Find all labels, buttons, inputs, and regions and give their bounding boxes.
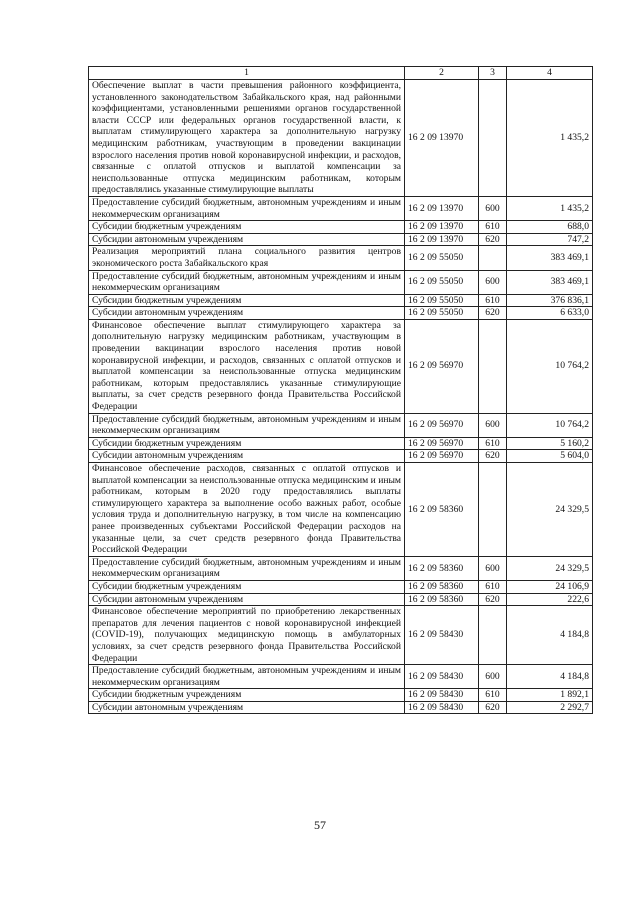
row-code-cell: 16 2 09 58430 bbox=[405, 701, 479, 714]
row-name-cell: Предоставление субсидий бюджетным, автономным учреждениям и иным некоммерческим организациям bbox=[89, 413, 405, 437]
row-expense-type-cell: 620 bbox=[479, 593, 507, 606]
row-code-cell: 16 2 09 58360 bbox=[405, 593, 479, 606]
row-name-cell: Субсидии автономным учреждениям bbox=[89, 593, 405, 606]
table-row bbox=[89, 319, 593, 413]
row-name-cell: Субсидии бюджетным учреждениям bbox=[89, 580, 405, 593]
row-name-cell: Субсидии бюджетным учреждениям bbox=[89, 689, 405, 702]
row-name-cell: Субсидии автономным учреждениям bbox=[89, 701, 405, 714]
row-amount-cell: 1 435,2 bbox=[507, 80, 593, 197]
row-expense-type-cell: 610 bbox=[479, 294, 507, 307]
row-amount-cell: 10 764,2 bbox=[507, 413, 593, 437]
table-row bbox=[89, 196, 593, 220]
row-amount-cell: 24 106,9 bbox=[507, 580, 593, 593]
row-name-cell: Субсидии автономным учреждениям bbox=[89, 233, 405, 246]
row-expense-type-cell: 620 bbox=[479, 307, 507, 320]
table-row bbox=[89, 450, 593, 463]
header-row bbox=[89, 67, 593, 80]
row-expense-type-cell bbox=[479, 319, 507, 413]
row-amount-cell: 383 469,1 bbox=[507, 270, 593, 294]
row-expense-type-cell bbox=[479, 80, 507, 197]
header-col-3: 3 bbox=[479, 67, 507, 80]
row-amount-cell: 383 469,1 bbox=[507, 246, 593, 270]
row-expense-type-cell: 600 bbox=[479, 665, 507, 689]
row-code-cell: 16 2 09 58430 bbox=[405, 689, 479, 702]
row-amount-cell: 4 184,8 bbox=[507, 665, 593, 689]
row-expense-type-cell: 610 bbox=[479, 437, 507, 450]
row-name-cell: Субсидии бюджетным учреждениям bbox=[89, 437, 405, 450]
table-row bbox=[89, 701, 593, 714]
row-expense-type-cell: 600 bbox=[479, 270, 507, 294]
row-code-cell: 16 2 09 56970 bbox=[405, 413, 479, 437]
row-name-cell: Предоставление субсидий бюджетным, автономным учреждениям и иным некоммерческим организациям bbox=[89, 665, 405, 689]
row-amount-cell: 5 604,0 bbox=[507, 450, 593, 463]
row-expense-type-cell: 610 bbox=[479, 221, 507, 234]
page-number: 57 bbox=[314, 818, 326, 832]
row-code-cell: 16 2 09 13970 bbox=[405, 196, 479, 220]
row-amount-cell: 4 184,8 bbox=[507, 606, 593, 665]
row-name-cell: Обеспечение выплат в части превышения районного коэффициента, установленного законодательством Забайкальского края, над районными коэффициентами, установленными решениями органов государственной власти СССР или федеральных органов государственной власти, к выплатам стимулирующего характера за дополнительную нагрузку медицинским работникам, участвующим в проведении вакцинации взрослого населения против новой коронавирусной инфекции, и расходов, связанные с оплатой отпусков и выплатой компенсации за неиспользованные отпуска медицинским работникам, которым предоставлялись указанные стимулирующие выплаты bbox=[89, 80, 405, 197]
header-col-2: 2 bbox=[405, 67, 479, 80]
row-expense-type-cell bbox=[479, 246, 507, 270]
table-row bbox=[89, 270, 593, 294]
table-row bbox=[89, 80, 593, 197]
row-amount-cell: 2 292,7 bbox=[507, 701, 593, 714]
row-code-cell: 16 2 09 58430 bbox=[405, 665, 479, 689]
row-amount-cell: 24 329,5 bbox=[507, 556, 593, 580]
table-row bbox=[89, 294, 593, 307]
row-amount-cell: 1 435,2 bbox=[507, 196, 593, 220]
row-name-cell: Субсидии автономным учреждениям bbox=[89, 450, 405, 463]
table-header bbox=[89, 67, 593, 80]
row-code-cell: 16 2 09 55050 bbox=[405, 246, 479, 270]
row-name-cell: Реализация мероприятий плана социального развития центров экономического роста Забайкальского края bbox=[89, 246, 405, 270]
row-expense-type-cell: 620 bbox=[479, 701, 507, 714]
table-row bbox=[89, 246, 593, 270]
row-code-cell: 16 2 09 58430 bbox=[405, 606, 479, 665]
row-code-cell: 16 2 09 58360 bbox=[405, 556, 479, 580]
table-row bbox=[89, 221, 593, 234]
row-name-cell: Субсидии автономным учреждениям bbox=[89, 307, 405, 320]
row-expense-type-cell: 620 bbox=[479, 450, 507, 463]
row-amount-cell: 1 892,1 bbox=[507, 689, 593, 702]
row-expense-type-cell: 610 bbox=[479, 580, 507, 593]
row-code-cell: 16 2 09 56970 bbox=[405, 450, 479, 463]
row-code-cell: 16 2 09 13970 bbox=[405, 221, 479, 234]
budget-table bbox=[88, 66, 593, 714]
row-amount-cell: 5 160,2 bbox=[507, 437, 593, 450]
row-amount-cell: 10 764,2 bbox=[507, 319, 593, 413]
header-col-1: 1 bbox=[89, 67, 405, 80]
row-name-cell: Предоставление субсидий бюджетным, автономным учреждениям и иным некоммерческим организациям bbox=[89, 270, 405, 294]
table-row bbox=[89, 233, 593, 246]
table-row bbox=[89, 556, 593, 580]
row-name-cell: Финансовое обеспечение выплат стимулирующего характера за дополнительную нагрузку медицинским работникам, участвующим в проведении вакцинации взрослого населения против новой коронавирусной инфекции, и расходов, связанных с оплатой отпусков и выплатой компенсации за неиспользованные отпуска медицинским работникам, которым предоставлялись указанные стимулирующие выплаты, за счет средств резервного фонда Правительства Российской Федерации bbox=[89, 319, 405, 413]
row-name-cell: Субсидии бюджетным учреждениям bbox=[89, 294, 405, 307]
row-code-cell: 16 2 09 13970 bbox=[405, 80, 479, 197]
table-row bbox=[89, 463, 593, 557]
table-row bbox=[89, 413, 593, 437]
row-expense-type-cell bbox=[479, 463, 507, 557]
row-expense-type-cell: 610 bbox=[479, 689, 507, 702]
table-row bbox=[89, 580, 593, 593]
row-name-cell: Предоставление субсидий бюджетным, автономным учреждениям и иным некоммерческим организациям bbox=[89, 196, 405, 220]
row-name-cell: Субсидии бюджетным учреждениям bbox=[89, 221, 405, 234]
row-code-cell: 16 2 09 56970 bbox=[405, 319, 479, 413]
table-row bbox=[89, 689, 593, 702]
header-col-4: 4 bbox=[507, 67, 593, 80]
row-code-cell: 16 2 09 58360 bbox=[405, 580, 479, 593]
row-amount-cell: 376 836,1 bbox=[507, 294, 593, 307]
row-amount-cell: 222,6 bbox=[507, 593, 593, 606]
row-expense-type-cell bbox=[479, 606, 507, 665]
row-amount-cell: 24 329,5 bbox=[507, 463, 593, 557]
row-code-cell: 16 2 09 58360 bbox=[405, 463, 479, 557]
row-name-cell: Финансовое обеспечение мероприятий по приобретению лекарственных препаратов для лечения пациентов с новой коронавирусной инфекцией (COVID-19), получающих медицинскую помощь в амбулаторных условиях, за счет средств резервного фонда Правительства Российской Федерации bbox=[89, 606, 405, 665]
table-row bbox=[89, 606, 593, 665]
table-body bbox=[89, 80, 593, 714]
row-expense-type-cell: 600 bbox=[479, 196, 507, 220]
table-row bbox=[89, 437, 593, 450]
table-row bbox=[89, 307, 593, 320]
row-expense-type-cell: 600 bbox=[479, 413, 507, 437]
row-code-cell: 16 2 09 13970 bbox=[405, 233, 479, 246]
row-expense-type-cell: 620 bbox=[479, 233, 507, 246]
row-name-cell: Финансовое обеспечение расходов, связанных с оплатой отпусков и выплатой компенсации за неиспользованные отпуска медицинским и иным работникам, которым в 2020 году предоставлялись выплаты стимулирующего характера за выполнение особо важных работ, особые условия труда и дополнительную нагрузку, в том числе на компенсацию ранее произведенных субъектами Российской Федерации расходов на указанные цели, за счет средств резервного фонда Правительства Российской Федерации bbox=[89, 463, 405, 557]
table-row bbox=[89, 665, 593, 689]
row-code-cell: 16 2 09 55050 bbox=[405, 294, 479, 307]
row-code-cell: 16 2 09 55050 bbox=[405, 270, 479, 294]
row-expense-type-cell: 600 bbox=[479, 556, 507, 580]
row-amount-cell: 688,0 bbox=[507, 221, 593, 234]
row-code-cell: 16 2 09 55050 bbox=[405, 307, 479, 320]
row-name-cell: Предоставление субсидий бюджетным, автономным учреждениям и иным некоммерческим организациям bbox=[89, 556, 405, 580]
table-row bbox=[89, 593, 593, 606]
row-amount-cell: 747,2 bbox=[507, 233, 593, 246]
row-amount-cell: 6 633,0 bbox=[507, 307, 593, 320]
row-code-cell: 16 2 09 56970 bbox=[405, 437, 479, 450]
